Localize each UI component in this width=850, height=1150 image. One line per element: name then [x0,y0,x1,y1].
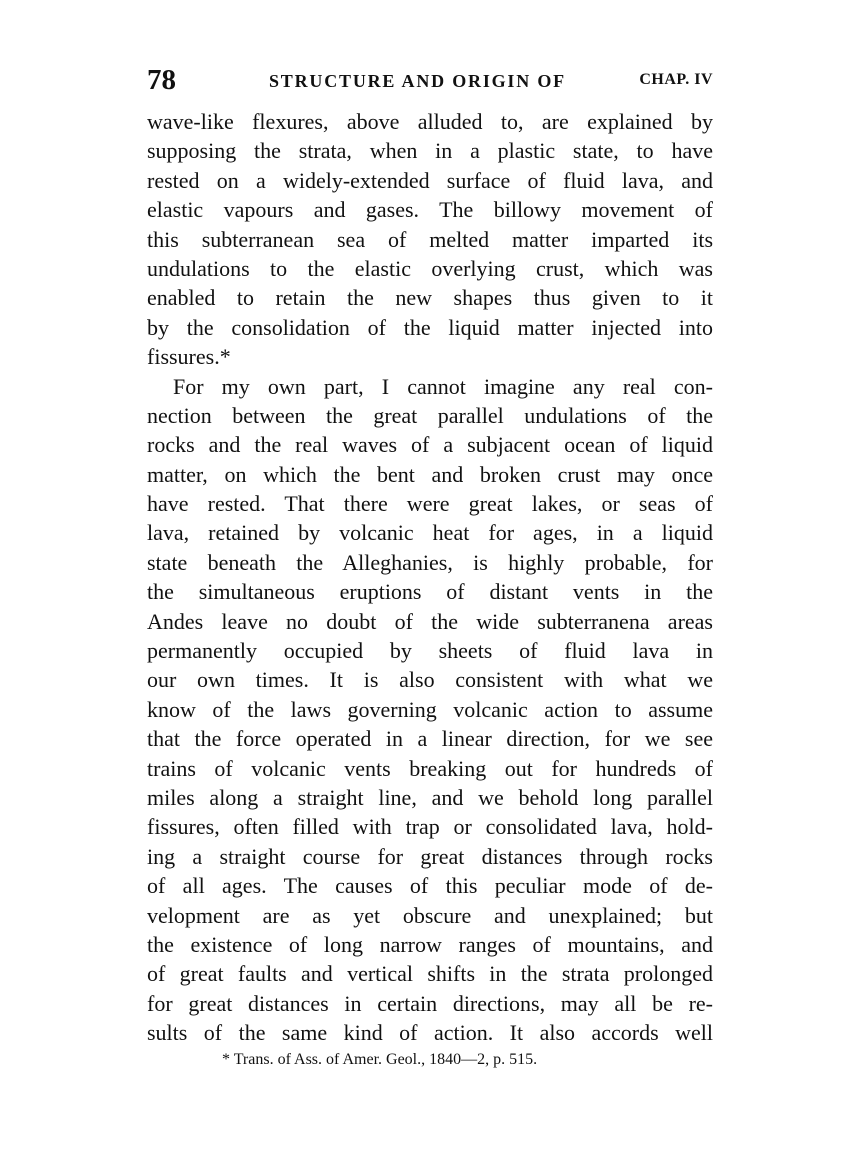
text-line: the existence of long narrow ranges of mountains, and [147,931,713,957]
text-line: fissures.* [147,344,231,370]
text-line: wave-like flexures, above alluded to, are explained by [147,109,713,134]
text-line: by the consolidation of the liquid matter injected into [147,314,713,340]
footnote: * Trans. of Ass. of Amer. Geol., 1840—2, p. 515. [222,1051,538,1068]
text-line: miles along a straight line, and we behold long parallel [147,784,713,810]
text-line: rocks and the real waves of a subjacent ocean of liquid [147,432,713,458]
text-line: Andes leave no doubt of the wide subterranena areas [147,608,713,634]
text-line: ing a straight course for great distances through rocks [147,843,713,869]
text-line: of great faults and vertical shifts in the strata prolonged [147,961,713,987]
text-line: elastic vapours and gases. The billowy movement of [147,197,713,223]
text-line: undulations to the elastic overlying crust, which was [147,255,713,281]
text-line: this subterranean sea of melted matter imparted its [147,226,713,252]
text-line: the simultaneous eruptions of distant vents in the [147,579,713,605]
text-line: state beneath the Alleghanies, is highly probable, for [147,549,713,575]
text-line: For my own part, I cannot imagine any real con- [173,373,713,399]
text-line: have rested. That there were great lakes, or seas of [147,491,713,517]
text-line: matter, on which the bent and broken crust may once [147,461,713,487]
text-line: that the force operated in a linear direction, for we see [147,726,713,752]
running-title: STRUCTURE AND ORIGIN OF [269,71,566,91]
text-line: sults of the same kind of action. It also accords well [147,1020,713,1046]
text-line: supposing the strata, when in a plastic state, to have [147,138,713,164]
text-line: enabled to retain the new shapes thus given to it [147,285,713,311]
chapter-label: CHAP. IV [639,71,713,88]
text-line: know of the laws governing volcanic action to assume [147,696,713,722]
page-number: 78 [147,64,176,96]
text-line: lava, retained by volcanic heat for ages, in a liquid [147,520,713,546]
text-line: nection between the great parallel undulations of the [147,402,713,428]
text-line: trains of volcanic vents breaking out for hundreds of [147,755,713,781]
text-line: permanently occupied by sheets of fluid lava in [147,638,713,664]
body-text [147,107,713,1048]
page-header [147,64,713,100]
text-line: fissures, often filled with trap or consolidated lava, hold- [147,814,713,840]
text-line: rested on a widely-extended surface of fluid lava, and [147,167,713,193]
text-line: our own times. It is also consistent with what we [147,667,713,693]
text-line: for great distances in certain directions, may all be re- [147,990,713,1016]
text-line: velopment are as yet obscure and unexplained; but [147,902,713,928]
text-line: of all ages. The causes of this peculiar mode of de- [147,873,713,899]
